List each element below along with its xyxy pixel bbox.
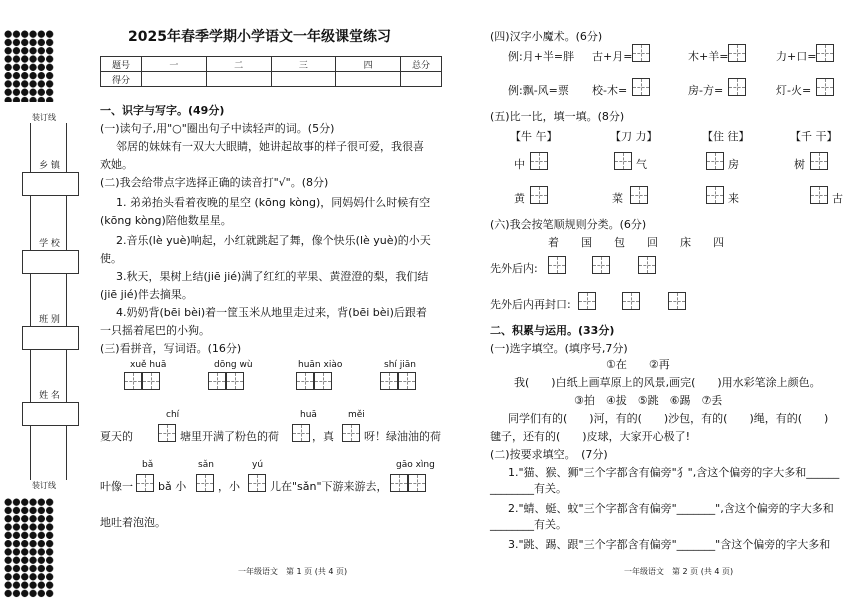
- sentence-text: bǎ 小: [158, 480, 187, 493]
- score-cell[interactable]: [401, 72, 442, 87]
- binding-line-bottom-label: 装订线: [20, 480, 68, 491]
- writing-grid[interactable]: [408, 474, 426, 492]
- field-input-name[interactable]: [22, 402, 79, 426]
- question-1-text: 邻居的妹妹有一双大大眼睛，她讲起故事的样子很可爱，我很喜: [116, 140, 424, 153]
- radical-question-1: 1."猫、猴、狮"三个字都含有偏旁"犭",含这个偏旁的字大多和______: [508, 466, 840, 479]
- writing-grid[interactable]: [728, 78, 746, 96]
- writing-grid[interactable]: [208, 372, 226, 390]
- writing-grid[interactable]: [638, 256, 656, 274]
- magic-item: 力+口=: [776, 50, 817, 63]
- writing-grid[interactable]: [614, 152, 632, 170]
- fill-sentence-1: 我( )白纸上画草原上的风景,画完( )用水彩笔涂上颜色。: [514, 376, 821, 389]
- magic-item: 校-木=: [592, 84, 628, 97]
- writing-grid[interactable]: [136, 474, 154, 492]
- pinyin-label: huān xiào: [298, 360, 343, 370]
- page-title: 2025年春季学期小学语文一年级课堂练习: [128, 29, 391, 45]
- sentence-text: 塘里开满了粉色的荷: [180, 430, 279, 443]
- writing-grid[interactable]: [196, 474, 214, 492]
- part-2-title: (二)按要求填空。 (7分): [490, 448, 608, 461]
- page-footer-left: 一年级语文 第 1 页 (共 4 页): [238, 567, 348, 576]
- writing-grid[interactable]: [622, 292, 640, 310]
- writing-grid[interactable]: [158, 424, 176, 442]
- choice-options-2: ③拍 ④拔 ⑤跳 ⑥踢 ⑦丢: [574, 394, 723, 407]
- fill-sentence-2: 同学们有的( )河，有的( )沙包，有的( )绳，有的( ): [508, 412, 829, 425]
- q2-item-4-cont: 一只摇着尾巴的小狗。: [100, 324, 210, 337]
- q2-item-3: 3.秋天，果树上结(jiē jié)满了红红的苹果、黄澄澄的梨，我们结: [116, 270, 429, 283]
- field-input-class[interactable]: [22, 326, 79, 350]
- field-label-school: 学 校: [39, 239, 60, 249]
- writing-grid[interactable]: [706, 152, 724, 170]
- pinyin-label: bǎ: [142, 460, 154, 470]
- compare-char: 菜: [612, 192, 623, 205]
- q2-item-2-cont: 使。: [100, 252, 122, 265]
- compare-char: 中: [514, 158, 525, 171]
- compare-pair: 【刀 力】: [610, 130, 658, 143]
- sentence-text-end: 地吐着泡泡。: [100, 516, 166, 529]
- punch-holes-bottom: [4, 498, 54, 598]
- punch-holes-top: [4, 30, 54, 102]
- writing-grid[interactable]: [728, 44, 746, 62]
- writing-grid[interactable]: [226, 372, 244, 390]
- score-cell[interactable]: [206, 72, 271, 87]
- magic-example-2: 例:飘-风=票: [508, 84, 569, 97]
- stroke-category-b: 先外后内再封口:: [490, 298, 571, 311]
- writing-grid[interactable]: [296, 372, 314, 390]
- writing-grid[interactable]: [810, 152, 828, 170]
- q2-item-1: 1. 弟弟抬头看着夜晚的星空 (kōng kòng)，同妈妈什么时候有空: [116, 196, 431, 209]
- question-5-title: (五)比一比，填一填。(8分): [490, 110, 625, 123]
- writing-grid[interactable]: [706, 186, 724, 204]
- stroke-order-chars: 着 国 包 回 床 四: [548, 236, 724, 249]
- writing-grid[interactable]: [398, 372, 416, 390]
- fill-sentence-2-cont: 毽子，还有的( )皮球，大家开心极了!: [490, 430, 690, 443]
- compare-pair: 【住 往】: [702, 130, 750, 143]
- writing-grid[interactable]: [578, 292, 596, 310]
- section-2-heading: 二、积累与运用。(33分): [490, 324, 615, 337]
- writing-grid[interactable]: [380, 372, 398, 390]
- writing-grid[interactable]: [390, 474, 408, 492]
- sentence-text: ，真: [312, 430, 334, 443]
- score-cell[interactable]: [271, 72, 336, 87]
- binding-strip: [14, 113, 74, 490]
- field-input-town[interactable]: [22, 172, 79, 196]
- field-label-name: 姓 名: [39, 391, 60, 401]
- writing-grid[interactable]: [530, 186, 548, 204]
- magic-item: 灯-火=: [776, 84, 812, 97]
- sentence-text: 呀！绿油油的荷: [364, 430, 441, 443]
- writing-grid[interactable]: [124, 372, 142, 390]
- writing-grid[interactable]: [632, 78, 650, 96]
- part-1-title: (一)选字填空。(填序号,7分): [490, 342, 628, 355]
- question-1-title: (一)读句子,用"○"圈出句子中读轻声的词。(5分): [100, 122, 335, 135]
- pinyin-label: dōng wù: [214, 360, 253, 370]
- sentence-text: 夏天的: [100, 430, 133, 443]
- pinyin-label: yú: [252, 460, 264, 470]
- score-header: 题号: [101, 57, 142, 72]
- writing-grid[interactable]: [816, 44, 834, 62]
- sentence-text: ，小: [218, 480, 240, 493]
- pinyin-label: sǎn: [198, 460, 214, 470]
- writing-grid[interactable]: [548, 256, 566, 274]
- pinyin-label: xuě huā: [130, 360, 167, 370]
- writing-grid[interactable]: [632, 44, 650, 62]
- field-input-school[interactable]: [22, 250, 79, 274]
- pinyin-label: shí jiān: [384, 360, 416, 370]
- score-table: 题号 一 二 三 四 总分 得分: [100, 56, 442, 87]
- pinyin-label: chí: [166, 410, 180, 420]
- radical-question-2: 2."蜻、蜓、蚊"三个字都含有偏旁"_______",含这个偏旁的字大多和: [508, 502, 834, 515]
- question-2-title: (二)我会给带点字选择正确的读音打"√"。(8分): [100, 176, 329, 189]
- compare-char: 古: [832, 192, 843, 205]
- writing-grid[interactable]: [530, 152, 548, 170]
- writing-grid[interactable]: [630, 186, 648, 204]
- magic-item: 古+月=: [592, 50, 633, 63]
- q2-item-4: 4.奶奶背(bēi bèi)着一筐玉米从地里走过来，背(bēi bèi)后跟着: [116, 306, 427, 319]
- question-3-title: (三)看拼音，写词语。(16分): [100, 342, 242, 355]
- section-1-heading: 一、识字与写字。(49分): [100, 104, 225, 117]
- compare-char: 来: [728, 192, 739, 205]
- writing-grid[interactable]: [810, 186, 828, 204]
- q2-item-1-cont: (kōng kòng)陪他数星星。: [100, 214, 232, 227]
- compare-pair: 【牛 午】: [510, 130, 558, 143]
- writing-grid[interactable]: [142, 372, 160, 390]
- writing-grid[interactable]: [592, 256, 610, 274]
- sentence-text: 儿在"sǎn"下游来游去，: [270, 480, 388, 493]
- field-label-town: 乡 镇: [39, 161, 60, 171]
- writing-grid[interactable]: [314, 372, 332, 390]
- writing-grid[interactable]: [342, 424, 360, 442]
- writing-grid[interactable]: [668, 292, 686, 310]
- q2-item-3-cont: (jiē jié)伴去摘果。: [100, 288, 193, 301]
- radical-question-1-cont: ________有关。: [490, 482, 567, 495]
- pinyin-label: měi: [348, 410, 365, 420]
- compare-char: 气: [636, 158, 647, 171]
- writing-grid[interactable]: [816, 78, 834, 96]
- stroke-category-a: 先外后内:: [490, 262, 538, 275]
- page-footer-right: 一年级语文 第 2 页 (共 4 页): [624, 567, 734, 576]
- question-6-title: (六)我会按笔顺规则分类。(6分): [490, 218, 647, 231]
- score-cell[interactable]: [336, 72, 401, 87]
- choice-options-1: ①在 ②再: [606, 358, 670, 371]
- score-row-label: 得分: [101, 72, 142, 87]
- writing-grid[interactable]: [292, 424, 310, 442]
- question-4-title: (四)汉字小魔术。(6分): [490, 30, 603, 43]
- magic-example-1: 例:月+半=胖: [508, 50, 575, 63]
- field-label-class: 班 别: [39, 315, 60, 325]
- q2-item-2: 2.音乐(lè yuè)响起，小红就跳起了舞，像个快乐(lè yuè)的小天: [116, 234, 431, 247]
- pinyin-label: gāo xìng: [396, 460, 435, 470]
- compare-char: 树: [794, 158, 805, 171]
- magic-item: 木+羊=: [688, 50, 729, 63]
- question-1-text-cont: 欢她。: [100, 158, 133, 171]
- writing-grid[interactable]: [248, 474, 266, 492]
- magic-item: 房-方=: [688, 84, 724, 97]
- radical-question-3: 3."跳、踢、跟"三个字都含有偏旁"_______"含这个偏旁的字大多和: [508, 538, 831, 551]
- binding-line-top-label: 装订线: [20, 112, 68, 123]
- pinyin-label: huā: [300, 410, 317, 420]
- compare-char: 房: [728, 158, 739, 171]
- sentence-text: 叶像一: [100, 480, 133, 493]
- radical-question-2-cont: ________有关。: [490, 518, 567, 531]
- compare-pair: 【千 干】: [790, 130, 838, 143]
- score-cell[interactable]: [142, 72, 207, 87]
- compare-char: 黄: [514, 192, 525, 205]
